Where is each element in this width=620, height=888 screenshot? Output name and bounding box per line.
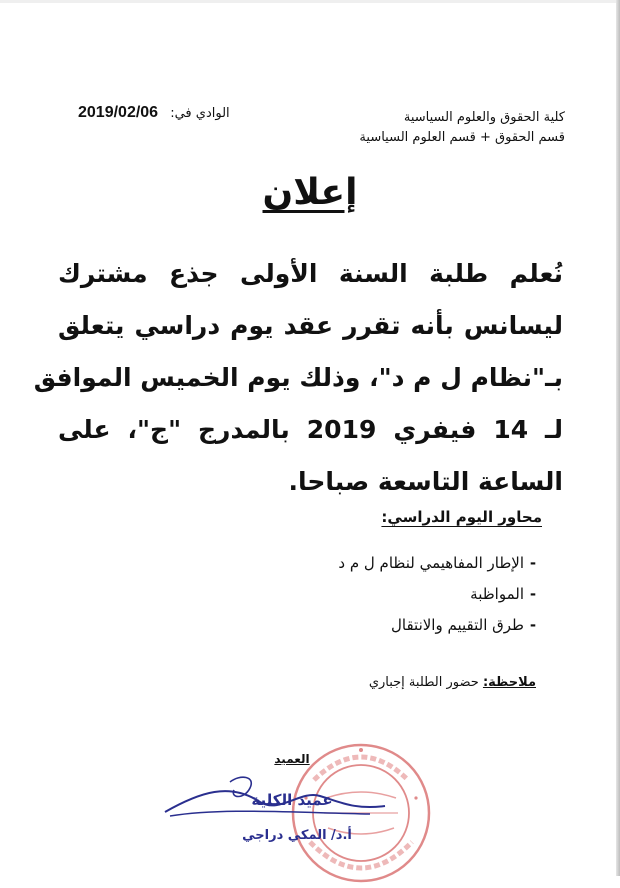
document-date: 2019/02/06	[78, 104, 159, 121]
institution-header	[315, 108, 565, 148]
body-line: بـ"نظام ل م د"، وذلك يوم الخميس الموافق	[33, 363, 563, 392]
signature-scribble	[160, 772, 390, 872]
announcement-title: إعلان	[262, 172, 358, 213]
dean-label: العميد	[274, 752, 310, 766]
note-line	[236, 675, 536, 690]
signature-name: أ.د/ المكي دراجي	[242, 828, 352, 843]
faculty-name: كلية الحقوق والعلوم السياسية	[403, 110, 565, 125]
date-line	[78, 104, 278, 122]
department-name: قسم الحقوق + قسم العلوم السياسية	[359, 130, 565, 145]
axis-item-label: المواظبة	[470, 585, 524, 603]
note-label: ملاحظة:	[482, 675, 536, 690]
body-line: نُعلم طلبة السنة الأولى جذع مشترك	[58, 259, 563, 288]
list-item: -طرق التقييم والانتقال	[390, 616, 537, 634]
note-text: حضور الطلبة إجباري	[368, 675, 479, 690]
body-line: ليسانس بأنه تقرر عقد يوم دراسي يتعلق	[58, 311, 563, 340]
signature-title: عميد الكلية	[251, 791, 333, 809]
axis-item-label: طرق التقييم والانتقال	[390, 616, 524, 634]
list-item: -الإطار المفاهيمي لنظام ل م د	[338, 554, 537, 572]
list-item: -المواظبة	[470, 585, 537, 603]
body-line: لـ 14 فيفري 2019 بالمدرج "ج"، على	[58, 415, 563, 444]
page-edge-top	[0, 0, 620, 3]
body-line: الساعة التاسعة صباحا.	[288, 467, 563, 496]
axes-list	[202, 548, 542, 641]
announcement-body	[33, 248, 563, 508]
page-edge-right	[616, 0, 620, 876]
place-label: الوادي في:	[170, 106, 230, 121]
axes-heading: محاور اليوم الدراسي:	[381, 508, 542, 526]
axis-item-label: الإطار المفاهيمي لنظام ل م د	[338, 554, 524, 572]
